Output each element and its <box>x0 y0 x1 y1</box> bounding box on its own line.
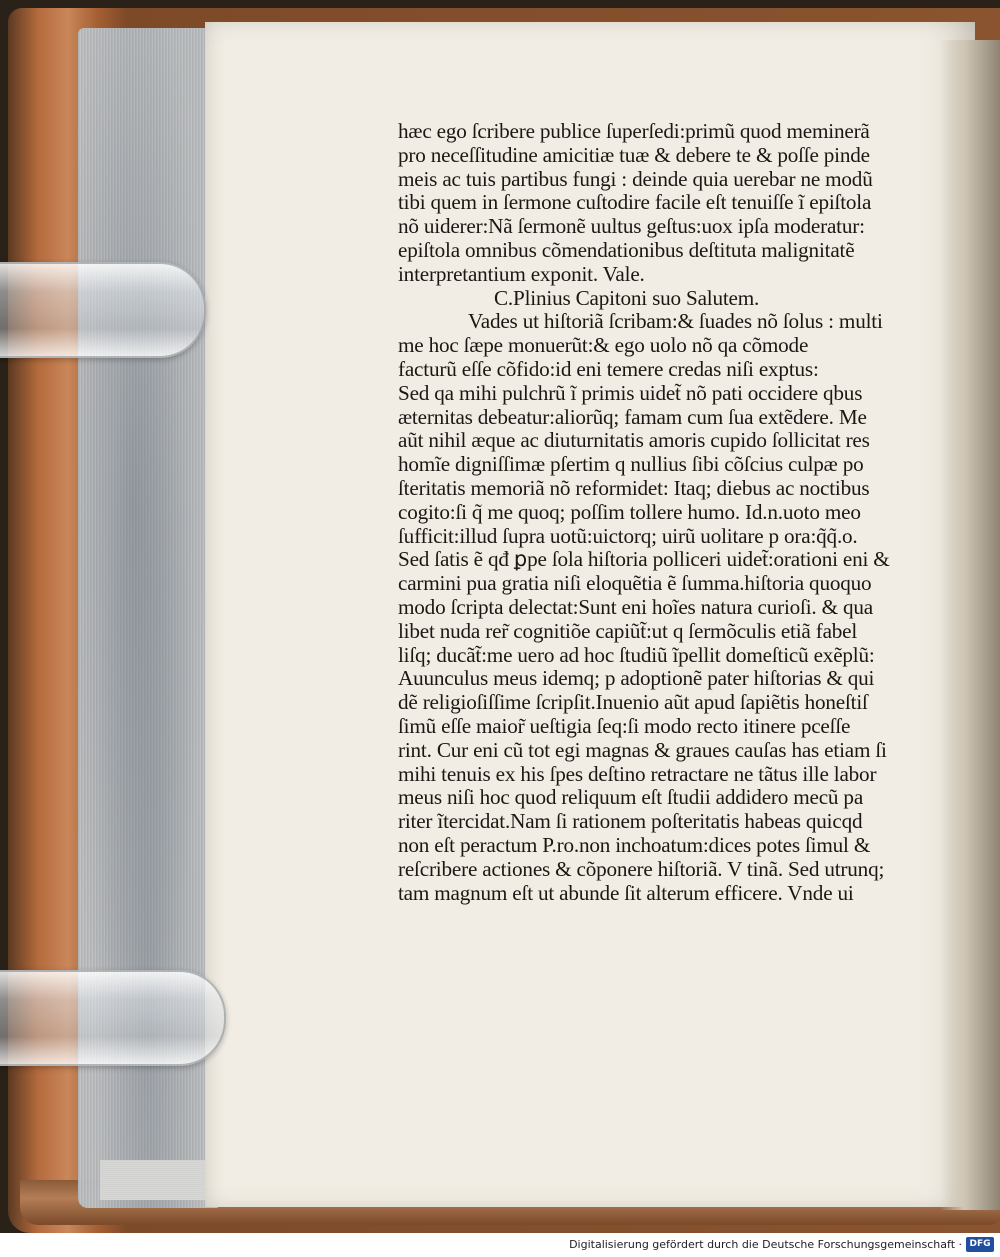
text-line: tibi quem in ſermone cuſtodire facile eſt tenuiſſe ĩ epiſtola <box>398 190 872 215</box>
text-line: mihi tenuis ex his ſpes deſtino retractare ne tãtus ille labor <box>398 761 877 786</box>
text-block <box>398 120 958 905</box>
text-line: dẽ religioſiſſime ſcripſit.Inuenio aũt apud ſapiẽtis honeſtiſ <box>398 690 868 715</box>
text-line: nõ uiderer:Nã ſermonẽ uultus geſtus:uox ipſa moderatur: <box>398 214 865 239</box>
text-line: æternitas debeatur:aliorũq; famam cum ſua extẽdere. Me <box>398 404 867 429</box>
text-line: epiſtola omnibus cõmendationibus deſtituta malignitatẽ <box>398 237 855 262</box>
text-line: ſimũ eſſe maior̃ ueſtigia ſeq:ſi modo recto itinere pceſſe <box>398 713 851 738</box>
text-line: liſq; ducãt̃:me uero ad hoc ſtudiũ ĩpellit domeſticũ exẽplũ: <box>398 642 875 667</box>
text-line: Vades ut hiſtoriã ſcribam:& ſuades nõ ſolus : multi <box>468 309 883 334</box>
text-line: modo ſcripta delectat:Sunt eni hoĩes natura curioſi. & qua <box>398 594 873 619</box>
text-line: interpretantium exponit. Vale. <box>398 261 645 286</box>
text-line: carmini pua gratia niſi eloquẽtia ẽ ſumma.hiſtoria quoquo <box>398 571 872 596</box>
text-line: Sed ſatis ẽ qđ ꝑpe ſola hiſtoria polliceri uidet̃:orationi eni & <box>398 547 890 572</box>
text-line: facturũ eſſe cõfido:id eni temere credas niſi exptus: <box>398 356 819 381</box>
text-line: aũt nihil æque ac diuturnitatis amoris cupido ſollicitat res <box>398 428 870 453</box>
letter-heading: C.Plinius Capitoni suo Salutem. <box>494 285 760 310</box>
text-line: Sed qa mihi pulchrũ ĩ primis uidet̃ nõ pati occidere qbus <box>398 380 863 405</box>
page-marker-clip <box>0 262 206 358</box>
text-line: tam magnum eſt ut abunde ſit alterum efficere. Vnde ui <box>398 880 854 905</box>
text-line: ſteritatis memoriã nõ reformidet: Itaq; diebus ac noctibus <box>398 475 870 500</box>
text-line: non eſt peractum P.ro.non inchoatum:dices potes ſimul & <box>398 832 871 857</box>
footer-bar <box>0 1233 1000 1257</box>
text-line: cogito:ſi q̃ me quoq; poſſim tollere humo. Id.n.uoto meo <box>398 499 861 524</box>
text-line: pro neceſſitudine amicitiæ tuæ & debere te & poſſe pinde <box>398 142 870 167</box>
text-line: homĩe digniſſimæ pſertim q nullius ſibi cõſcius culpæ po <box>398 452 864 477</box>
text-line: meus niſi hoc quod reliquum eſt ſtudii addidero mecũ pa <box>398 785 864 810</box>
dfg-logo: DFG <box>966 1237 994 1252</box>
text-line: reſcribere actiones & cõponere hiſtoriã. V tinã. Sed utrunq; <box>398 856 885 881</box>
text-line: libet nuda rer̃ cognitiõe capiũt̃:ut q ſermõculis etiã fabel <box>398 618 858 643</box>
funding-credit: Digitalisierung gefördert durch die Deutsche Forschungsgemeinschaft · <box>569 1238 962 1251</box>
text-line: meis ac tuis partibus fungi : deinde quia uerebar ne modũ <box>398 166 873 191</box>
text-line: Auunculus meus idemq; p adoptionẽ pater hiſtorias & qui <box>398 666 875 691</box>
text-line: rint. Cur eni cũ tot egi magnas & graues cauſas has etiam ſi <box>398 737 887 762</box>
text-line: riter ĩtercidat.Nam ſi rationem poſteritatis habeas quicqd <box>398 809 863 834</box>
text-line: hæc ego ſcribere publice ſuperſedi:primũ quod meminerã <box>398 119 870 143</box>
text-line: me hoc ſæpe monuerũt:& ego uolo nõ qa cõmode <box>398 333 809 358</box>
text-line: ſufficit:illud ſupra uotũ:uictorq; uirũ uolitare p ora:q̃q̃.o. <box>398 523 858 548</box>
page-marker-clip <box>0 970 226 1066</box>
